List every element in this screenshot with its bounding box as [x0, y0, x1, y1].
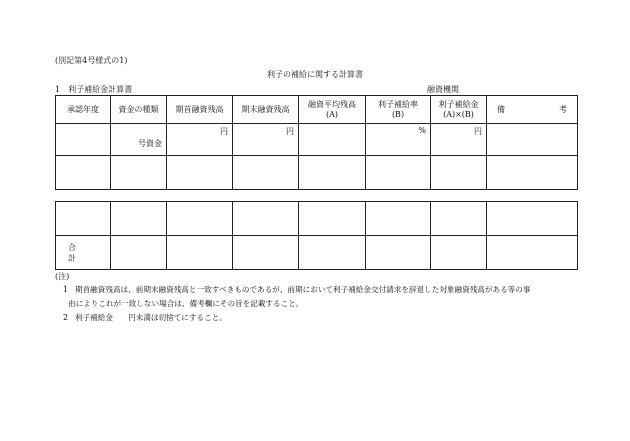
- cell-opening-balance[interactable]: [167, 156, 233, 190]
- cell-closing-balance[interactable]: [233, 124, 299, 156]
- remarks-label-1: 備: [497, 104, 505, 114]
- cell-subsidy-rate[interactable]: [366, 156, 431, 190]
- cell-subsidy-rate[interactable]: [366, 202, 431, 236]
- cell-subsidy-amount[interactable]: [431, 156, 487, 190]
- cell-remarks[interactable]: [487, 124, 578, 156]
- cell-fund-type[interactable]: [111, 202, 167, 236]
- average-balance-label: 融資平均残高: [308, 99, 356, 109]
- cell-average-balance[interactable]: [299, 156, 366, 190]
- cell-closing-balance[interactable]: [233, 156, 299, 190]
- cell-average-balance[interactable]: [299, 124, 366, 156]
- cell-approval-year[interactable]: [56, 202, 111, 236]
- calculation-table-upper: [55, 95, 578, 190]
- cell-subsidy-amount[interactable]: [431, 236, 487, 270]
- table-row: [56, 202, 578, 236]
- cell-opening-balance[interactable]: [167, 124, 233, 156]
- note-1-number: 1: [63, 285, 69, 294]
- header-remarks: [487, 96, 578, 124]
- header-row: [56, 96, 578, 124]
- note-1-line-2: 由によりこれが一致しない場合は、備考欄にその旨を記載すること。: [68, 299, 304, 308]
- cell-remarks[interactable]: [487, 202, 578, 236]
- institution-label: 融資機関: [427, 85, 459, 94]
- cell-closing-balance[interactable]: [233, 202, 299, 236]
- unit-yen: 円: [474, 127, 482, 136]
- cell-remarks[interactable]: [487, 236, 578, 270]
- note-1-line-1: 期首融資残高は、前期末融資残高と一致すべきものであるが、前期において利子補給金交付請求を辞退した対象融資残高がある等の事: [75, 285, 531, 294]
- cell-approval-year[interactable]: [56, 124, 111, 156]
- subsidy-amount-sub: (A)×(B): [443, 109, 474, 119]
- header-subsidy-rate: [366, 96, 431, 124]
- cell-closing-balance[interactable]: [233, 236, 299, 270]
- subsidy-rate-sub: (B): [391, 109, 405, 119]
- total-row: [56, 236, 578, 270]
- cell-subsidy-rate[interactable]: [366, 124, 431, 156]
- unit-percent: %: [418, 126, 426, 135]
- average-balance-sub: (A): [325, 109, 339, 119]
- cell-remarks[interactable]: [487, 156, 578, 190]
- header-opening-balance: 期首融資残高: [167, 96, 233, 124]
- cell-approval-year[interactable]: [56, 156, 111, 190]
- cell-subsidy-rate[interactable]: [366, 236, 431, 270]
- subsidy-rate-label: 利子補給率: [378, 99, 418, 109]
- subsidy-amount-label: 利子補給金: [438, 99, 479, 109]
- unit-yen: 円: [286, 127, 294, 136]
- cell-average-balance[interactable]: [299, 202, 366, 236]
- unit-yen: 円: [220, 127, 228, 136]
- header-average-balance: [299, 96, 366, 124]
- cell-subsidy-amount[interactable]: [431, 124, 487, 156]
- cell-opening-balance[interactable]: [167, 202, 233, 236]
- cell-fund-type[interactable]: [111, 124, 167, 156]
- header-fund-type: 資金の種類: [111, 96, 167, 124]
- header-approval-year: 承認年度: [56, 96, 111, 124]
- header-subsidy-amount: [431, 96, 487, 124]
- total-label: 合計: [56, 236, 111, 270]
- cell-fund-type[interactable]: [111, 156, 167, 190]
- cell-subsidy-amount[interactable]: [431, 202, 487, 236]
- cell-average-balance[interactable]: [299, 236, 366, 270]
- header-closing-balance: 期末融資残高: [233, 96, 299, 124]
- table-row: [56, 124, 578, 156]
- notes-heading: (注): [55, 272, 70, 281]
- remarks-label-2: 考: [559, 104, 567, 114]
- note-2-number: 2: [63, 313, 69, 322]
- fund-suffix: 号資金: [138, 139, 162, 148]
- page-title: 利子の補給に関する計算書: [267, 70, 363, 79]
- cell-opening-balance[interactable]: [167, 236, 233, 270]
- form-reference: (別記第4号様式の1): [55, 56, 128, 65]
- section-label: 1 利子補給金計算書: [55, 85, 133, 94]
- table-row: [56, 156, 578, 190]
- cell-fund-type[interactable]: [111, 236, 167, 270]
- note-2-text: 利子補給金 円未満は切捨てにすること。: [75, 313, 227, 322]
- calculation-table-lower: [55, 201, 578, 270]
